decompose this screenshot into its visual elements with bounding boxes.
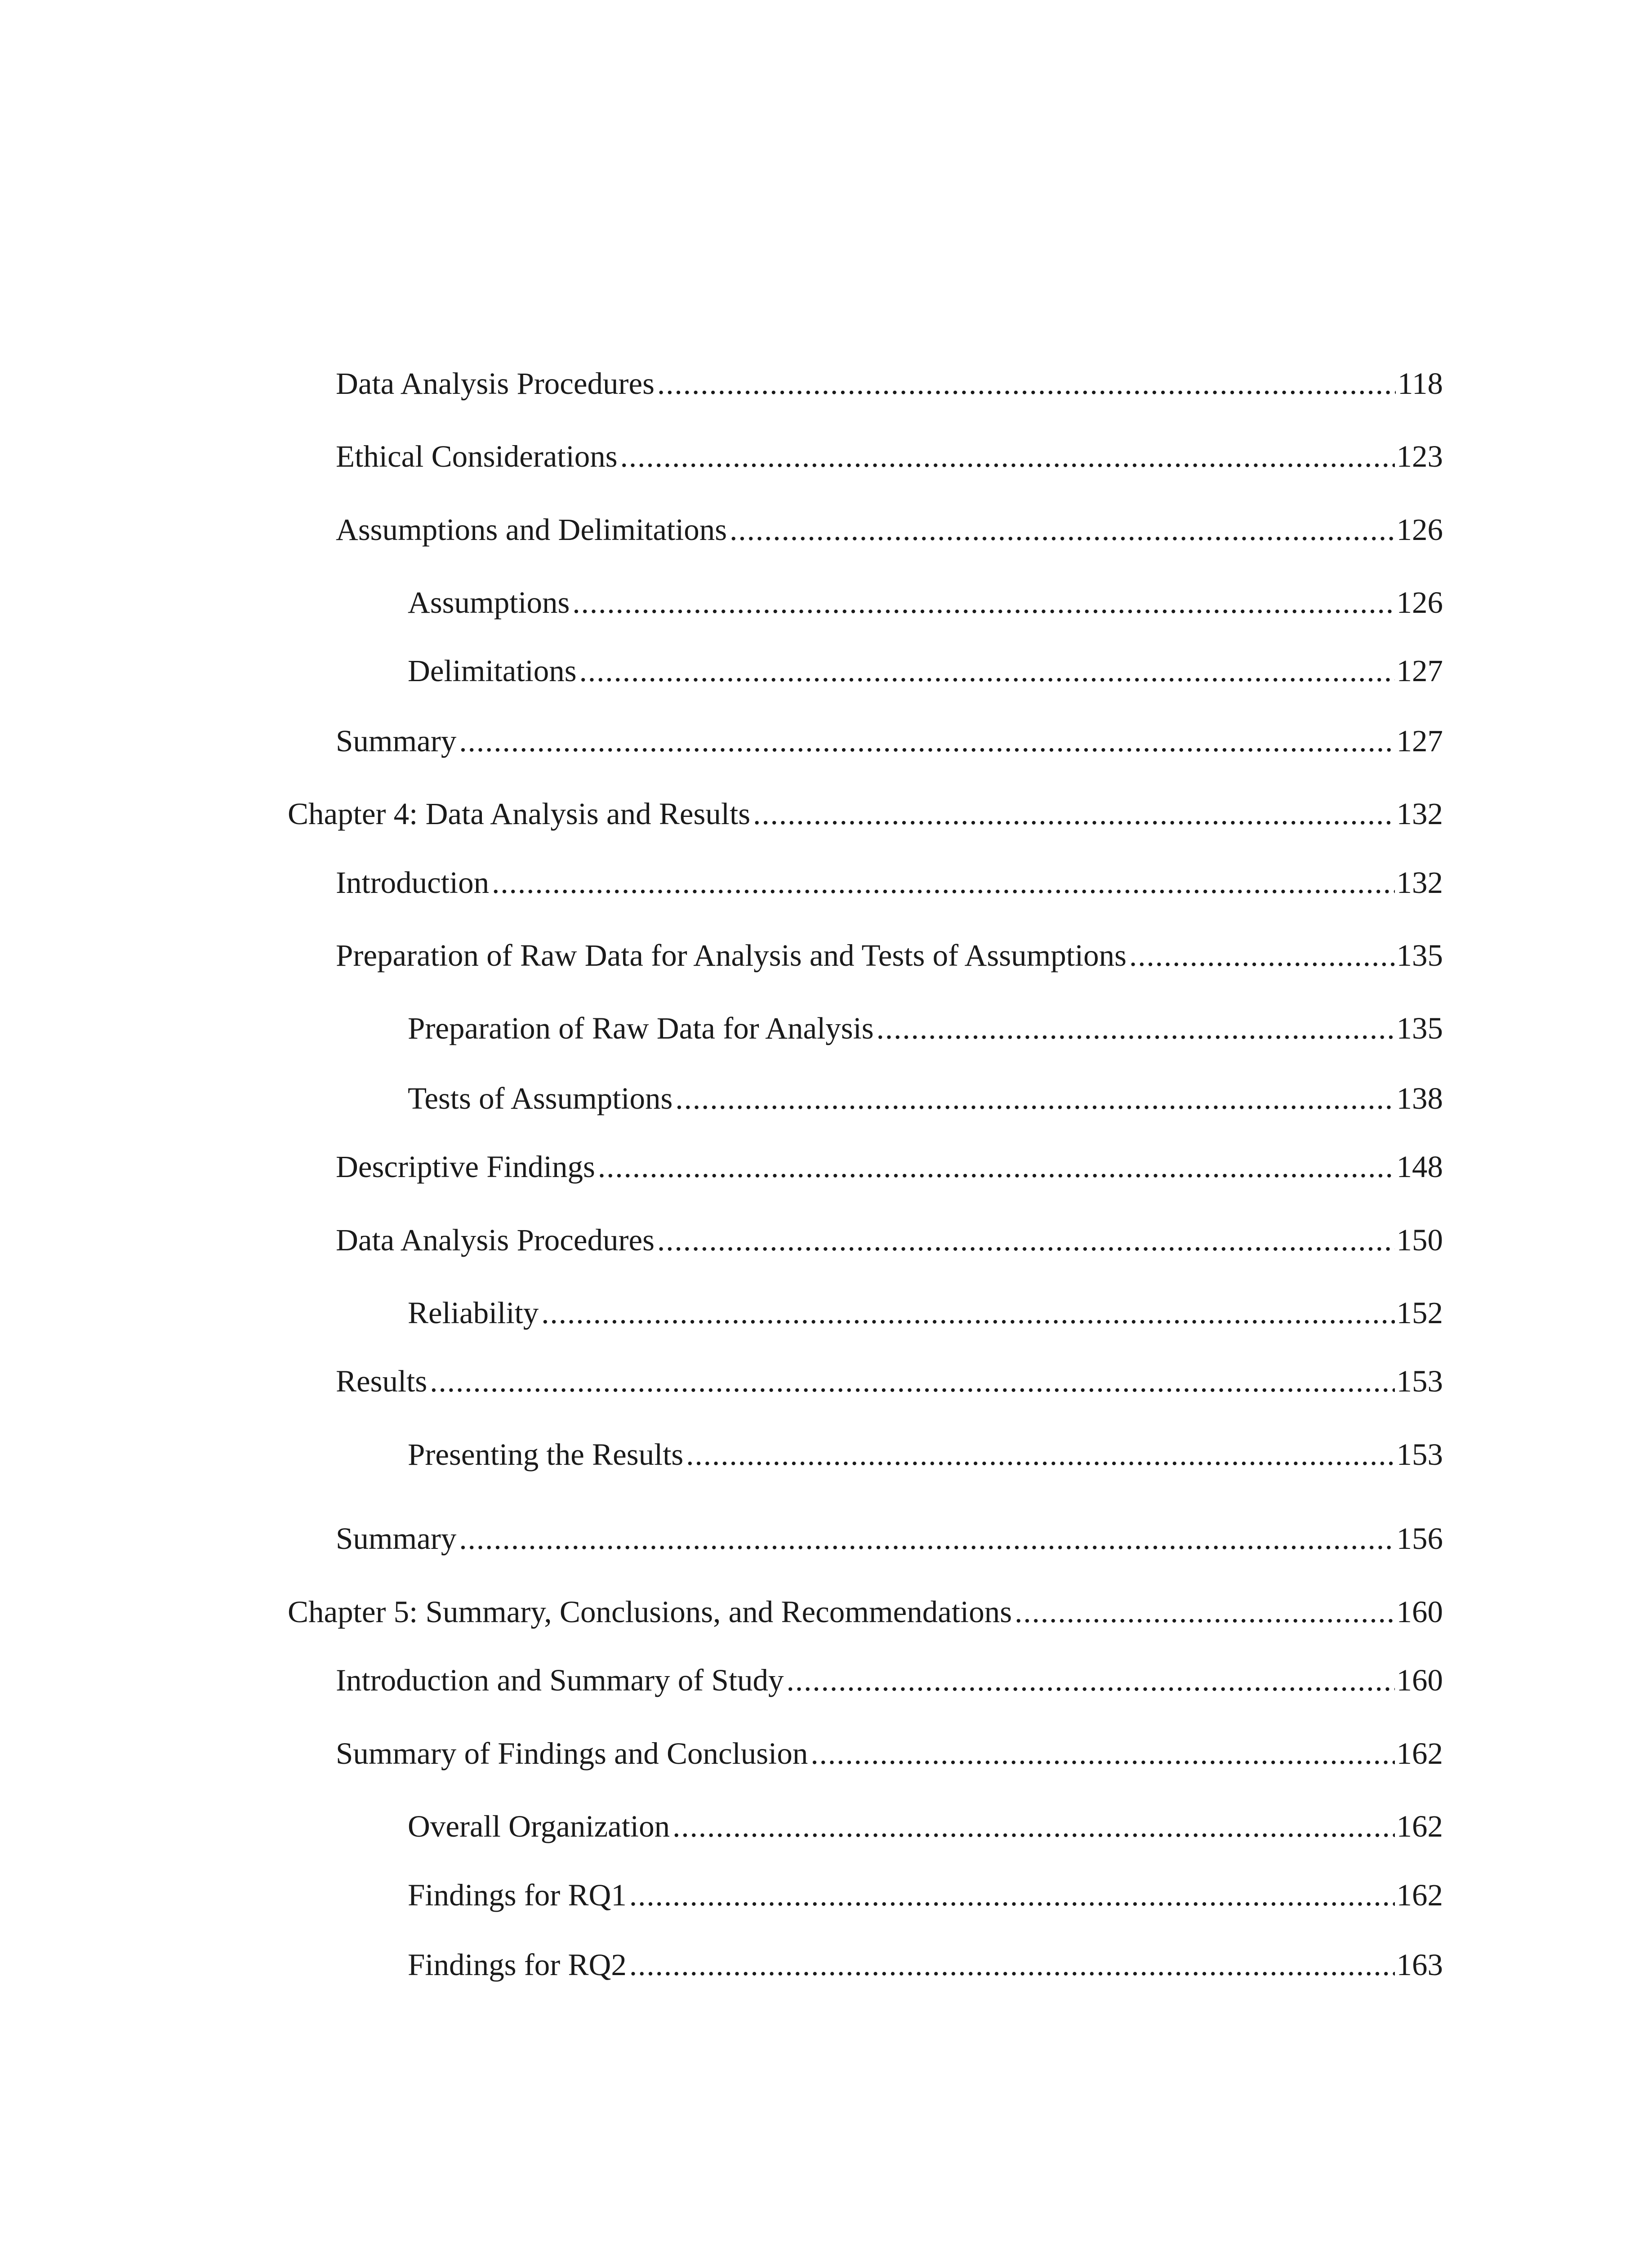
toc-entry[interactable]: [336, 935, 1443, 976]
toc-entry[interactable]: [408, 1078, 1443, 1119]
toc-dot-leader: [1129, 935, 1395, 976]
toc-dot-leader: [459, 721, 1394, 761]
toc-dot-leader: [730, 509, 1394, 550]
toc-entry-title: Assumptions: [408, 585, 570, 620]
toc-dot-leader: [657, 1220, 1394, 1260]
toc-page-number: 156: [1396, 1521, 1443, 1556]
toc-page-number: 160: [1396, 1595, 1443, 1629]
toc-entry[interactable]: [336, 1660, 1443, 1700]
toc-dot-leader: [492, 862, 1394, 903]
toc-dot-leader: [672, 1806, 1394, 1847]
toc-dot-leader: [877, 1008, 1395, 1048]
toc-entry[interactable]: [408, 1293, 1443, 1333]
toc-page-number: 153: [1396, 1437, 1443, 1472]
toc-dot-leader: [598, 1146, 1395, 1187]
toc-entry-title: Reliability: [408, 1296, 539, 1330]
toc-entry[interactable]: [336, 1518, 1443, 1559]
toc-page-number: 126: [1396, 585, 1443, 620]
toc-dot-leader: [686, 1434, 1394, 1475]
toc-page-number: 135: [1396, 1011, 1443, 1045]
toc-page-number: 162: [1396, 1736, 1443, 1771]
toc-entry[interactable]: [336, 363, 1443, 404]
toc-entry-title: Results: [336, 1364, 427, 1398]
toc-entry-title: Tests of Assumptions: [408, 1081, 673, 1115]
toc-entry[interactable]: [336, 721, 1443, 761]
toc-page-number: 132: [1396, 797, 1443, 831]
toc-entry[interactable]: [336, 862, 1443, 903]
toc-dot-leader: [579, 651, 1395, 691]
toc-dot-leader: [787, 1660, 1395, 1700]
toc-entry-title: Data Analysis Procedures: [336, 1223, 655, 1257]
toc-entry[interactable]: [408, 1875, 1443, 1915]
toc-entry[interactable]: [336, 1146, 1443, 1187]
toc-page-number: 118: [1398, 366, 1443, 401]
toc-entry[interactable]: [336, 1220, 1443, 1260]
toc-entry-title: Data Analysis Procedures: [336, 366, 655, 401]
toc-entry[interactable]: [408, 651, 1443, 691]
toc-page-number: 132: [1396, 865, 1443, 900]
toc-chapter-entry[interactable]: [288, 794, 1443, 834]
toc-page-number: 152: [1396, 1296, 1443, 1330]
toc-page-number: 150: [1396, 1223, 1443, 1257]
toc-entry-title: Preparation of Raw Data for Analysis: [408, 1011, 874, 1045]
toc-dot-leader: [629, 1875, 1395, 1915]
toc-entry-title: Overall Organization: [408, 1809, 670, 1843]
toc-entry-title: Presenting the Results: [408, 1437, 684, 1472]
toc-entry[interactable]: [408, 1008, 1443, 1048]
toc-dot-leader: [810, 1733, 1394, 1774]
toc-entry[interactable]: [408, 1945, 1443, 1985]
toc-page-number: 123: [1396, 439, 1443, 473]
toc-entry-title: Summary: [336, 724, 457, 758]
toc-page-number: 138: [1396, 1081, 1443, 1115]
toc-dot-leader: [629, 1945, 1395, 1985]
toc-entry-title: Delimitations: [408, 654, 577, 688]
toc-page-number: 162: [1396, 1878, 1443, 1912]
toc-dot-leader: [657, 363, 1396, 404]
toc-dot-leader: [572, 582, 1394, 623]
toc-entry[interactable]: [336, 1361, 1443, 1401]
toc-entry-title: Introduction: [336, 865, 490, 900]
toc-dot-leader: [430, 1361, 1394, 1401]
toc-chapter-entry[interactable]: [288, 1592, 1443, 1632]
toc-dot-leader: [459, 1518, 1394, 1559]
toc-entry-title: Assumptions and Delimitations: [336, 513, 727, 547]
toc-dot-leader: [620, 436, 1395, 477]
toc-entry[interactable]: [408, 1434, 1443, 1475]
toc-entry-title: Introduction and Summary of Study: [336, 1663, 784, 1697]
toc-page-number: 163: [1396, 1948, 1443, 1982]
toc-dot-leader: [541, 1293, 1394, 1333]
toc-page-number: 127: [1396, 654, 1443, 688]
toc-entry-title: Ethical Considerations: [336, 439, 618, 473]
toc-entry-title: Chapter 4: Data Analysis and Results: [288, 797, 751, 831]
toc-entry[interactable]: [336, 436, 1443, 477]
toc-entry[interactable]: [336, 1733, 1443, 1774]
toc-dot-leader: [753, 794, 1394, 834]
toc-entry-title: Descriptive Findings: [336, 1150, 595, 1184]
toc-entry-title: Chapter 5: Summary, Conclusions, and Recommendations: [288, 1595, 1012, 1629]
toc-page-number: 160: [1396, 1663, 1443, 1697]
toc-page-number: 148: [1396, 1150, 1443, 1184]
toc-entry[interactable]: [336, 509, 1443, 550]
toc-entry-title: Findings for RQ2: [408, 1948, 627, 1982]
toc-page-number: 135: [1396, 938, 1443, 972]
toc-dot-leader: [675, 1078, 1394, 1119]
toc-entry-title: Findings for RQ1: [408, 1878, 627, 1912]
toc-entry[interactable]: [408, 1806, 1443, 1847]
toc-dot-leader: [1015, 1592, 1394, 1632]
toc-page-number: 126: [1396, 513, 1443, 547]
toc-page-number: 153: [1396, 1364, 1443, 1398]
toc-entry-title: Summary: [336, 1521, 457, 1556]
toc-page-number: 162: [1396, 1809, 1443, 1843]
toc-entry-title: Preparation of Raw Data for Analysis and Tests of Assumptions: [336, 938, 1127, 972]
toc-entry-title: Summary of Findings and Conclusion: [336, 1736, 808, 1771]
toc-page-number: 127: [1396, 724, 1443, 758]
toc-entry[interactable]: [408, 582, 1443, 623]
